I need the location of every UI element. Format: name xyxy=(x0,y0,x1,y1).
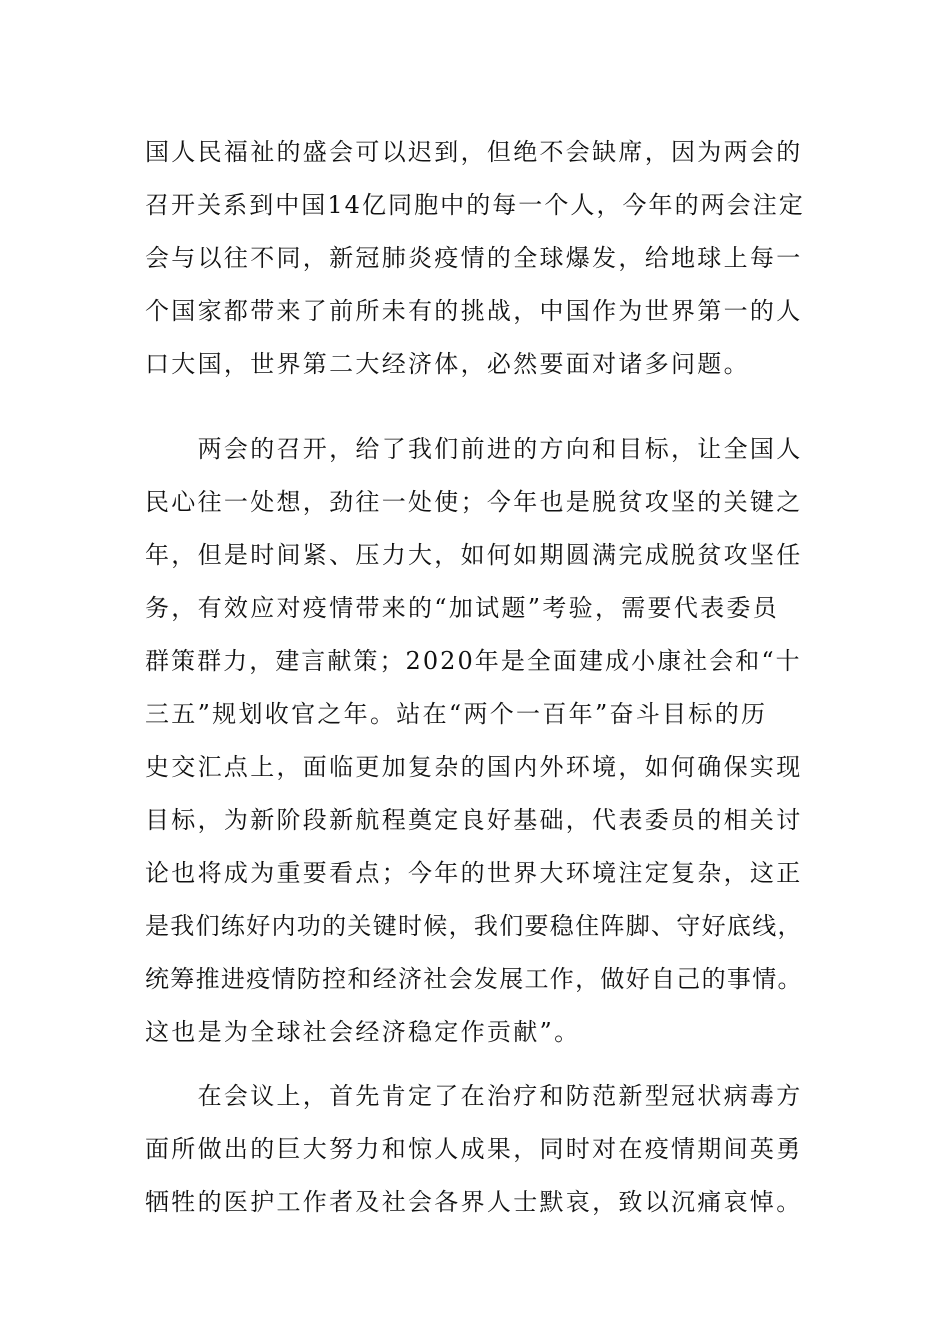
text-line: 群策群力，建言献策；2020年是全面建成小康社会和“十 xyxy=(145,647,802,675)
paragraph-3 xyxy=(145,1070,805,1229)
text-line: 召开关系到中国14亿同胞中的每一个人，今年的两会注定 xyxy=(145,191,805,219)
text-line: 史交汇点上，面临更加复杂的国内外环境，如何确保实现 xyxy=(145,753,803,781)
text-line: 统筹推进疫情防控和经济社会发展工作，做好自己的事情。 xyxy=(145,965,803,993)
text-line: 年，但是时间紧、压力大，如何如期圆满完成脱贫攻坚任 xyxy=(145,541,803,569)
text-line: 在会议上，首先肯定了在治疗和防范新型冠状病毒方 xyxy=(145,1082,803,1110)
text-line: 个国家都带来了前所未有的挑战，中国作为世界第一的人 xyxy=(145,297,803,325)
text-line: 是我们练好内功的关键时候，我们要稳住阵脚、守好底线， xyxy=(145,912,803,940)
text-line: 民心往一处想，劲往一处使；今年也是脱贫攻坚的关键之 xyxy=(145,488,803,516)
paragraph-2 xyxy=(145,423,805,1059)
text-line: 两会的召开，给了我们前进的方向和目标，让全国人 xyxy=(145,435,803,463)
text-line: 这也是为全球社会经济稳定作贡献”。 xyxy=(145,1018,581,1046)
text-line: 会与以往不同，新冠肺炎疫情的全球爆发，给地球上每一 xyxy=(145,244,803,272)
text-line: 牺牲的医护工作者及社会各界人士默哀，致以沉痛哀悼。 xyxy=(145,1188,803,1216)
text-line: 务，有效应对疫情带来的“加试题”考验，需要代表委员 xyxy=(145,594,780,622)
text-line: 论也将成为重要看点；今年的世界大环境注定复杂，这正 xyxy=(145,859,803,887)
paragraph-1 xyxy=(145,126,805,391)
text-line: 面所做出的巨大努力和惊人成果，同时对在疫情期间英勇 xyxy=(145,1135,803,1163)
text-line: 目标，为新阶段新航程奠定良好基础，代表委员的相关讨 xyxy=(145,806,803,834)
text-line: 三五”规划收官之年。站在“两个一百年”奋斗目标的历 xyxy=(145,700,768,728)
text-line: 国人民福祉的盛会可以迟到，但绝不会缺席，因为两会的 xyxy=(145,138,803,166)
text-line: 口大国，世界第二大经济体，必然要面对诸多问题。 xyxy=(145,350,750,378)
